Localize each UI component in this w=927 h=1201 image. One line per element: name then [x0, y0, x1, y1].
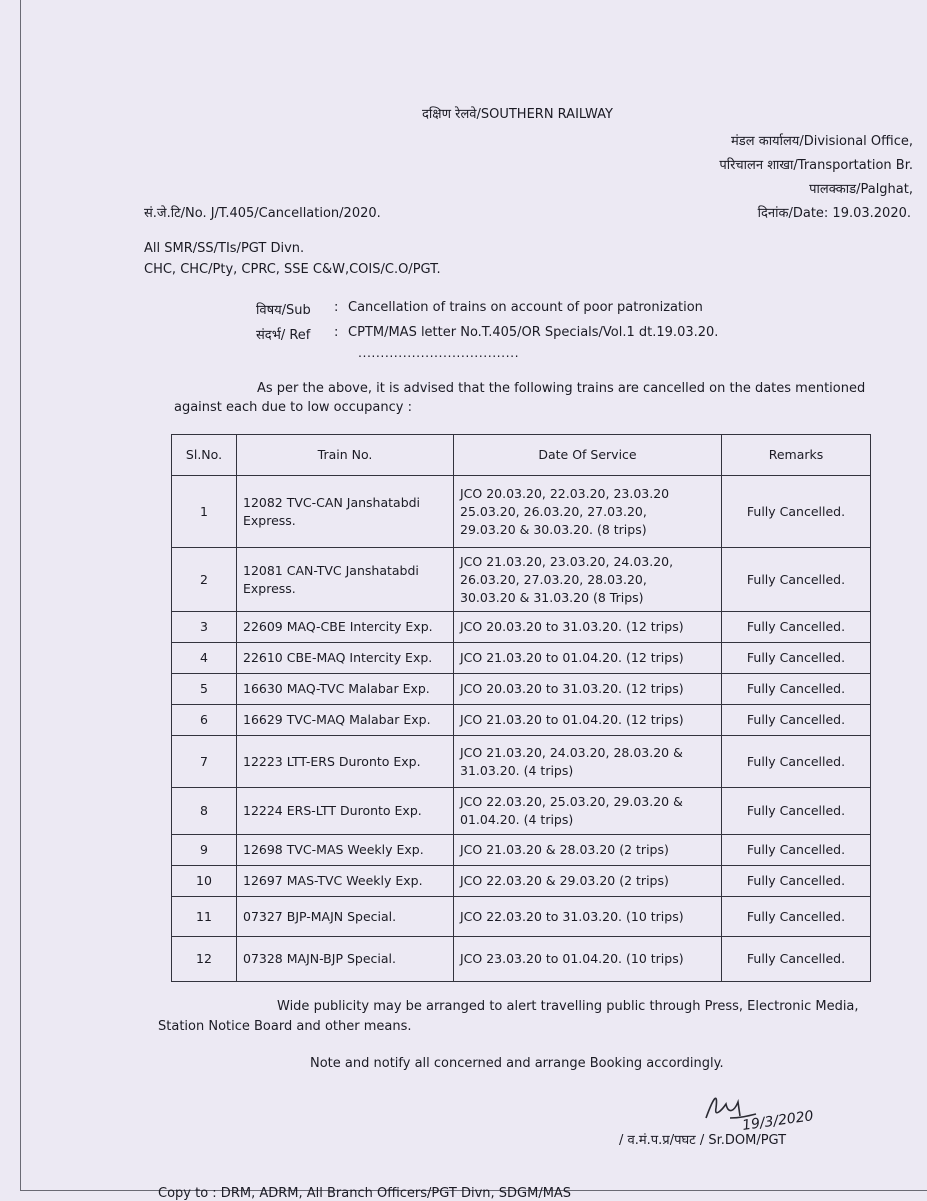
- remarks: Fully Cancelled.: [722, 643, 871, 674]
- sl-no: 3: [172, 612, 237, 643]
- date-of-service: JCO 21.03.20, 23.03.20, 24.03.20, 26.03.20, 27.03.20, 28.03.20, 30.03.20 & 31.03.20 (8 Trips): [454, 548, 722, 612]
- train-no: 12698 TVC-MAS Weekly Exp.: [237, 835, 454, 866]
- sl-no: 12: [172, 937, 237, 982]
- sl-no: 1: [172, 476, 237, 548]
- header-remarks: Remarks: [722, 435, 871, 476]
- sl-no: 8: [172, 788, 237, 835]
- publicity-line-1: Wide publicity may be arranged to alert travelling public through Press, Electronic Media,: [277, 999, 859, 1014]
- remarks: Fully Cancelled.: [722, 705, 871, 736]
- office-line-2: परिचालन शाखा/Transportation Br.: [719, 158, 913, 173]
- header-train-no: Train No.: [237, 435, 454, 476]
- remarks: Fully Cancelled.: [722, 835, 871, 866]
- date-of-service: JCO 22.03.20 to 31.03.20. (10 trips): [454, 897, 722, 937]
- table-row: [172, 548, 871, 612]
- recipients-line-2: CHC, CHC/Pty, CPRC, SSE C&W,COIS/C.O/PGT.: [144, 262, 441, 277]
- table-row: [172, 736, 871, 788]
- train-no: 22610 CBE-MAQ Intercity Exp.: [237, 643, 454, 674]
- dotted-rule: ....................................: [358, 345, 520, 360]
- date-of-service: JCO 21.03.20, 24.03.20, 28.03.20 & 31.03.20. (4 trips): [454, 736, 722, 788]
- table-row: [172, 835, 871, 866]
- remarks: Fully Cancelled.: [722, 788, 871, 835]
- intro-line-1: As per the above, it is advised that the following trains are cancelled on the dates mentioned: [257, 381, 866, 396]
- table-row: [172, 705, 871, 736]
- signatory-designation: / व.मं.प.प्र/पघट / Sr.DOM/PGT: [619, 1133, 787, 1148]
- recipients-line-1: All SMR/SS/TIs/PGT Divn.: [144, 241, 305, 256]
- table-row: [172, 897, 871, 937]
- date-of-service: JCO 21.03.20 to 01.04.20. (12 trips): [454, 705, 722, 736]
- train-no: 12082 TVC-CAN Janshatabdi Express.: [237, 476, 454, 548]
- subject-colon: :: [334, 300, 339, 315]
- publicity-line-2: Station Notice Board and other means.: [158, 1019, 412, 1034]
- header-date-of-service: Date Of Service: [454, 435, 722, 476]
- train-no: 22609 MAQ-CBE Intercity Exp.: [237, 612, 454, 643]
- signature-date: 19/3/2020: [741, 1108, 815, 1134]
- subject-text: Cancellation of trains on account of poor patronization: [348, 300, 703, 315]
- date-of-service: JCO 20.03.20 to 31.03.20. (12 trips): [454, 612, 722, 643]
- table-row: [172, 866, 871, 897]
- table-row: [172, 937, 871, 982]
- date-of-service: JCO 21.03.20 to 01.04.20. (12 trips): [454, 643, 722, 674]
- train-no: 07327 BJP-MAJN Special.: [237, 897, 454, 937]
- train-no: 16630 MAQ-TVC Malabar Exp.: [237, 674, 454, 705]
- table-row: [172, 788, 871, 835]
- note-line: Note and notify all concerned and arrange Booking accordingly.: [310, 1056, 724, 1071]
- sl-no: 7: [172, 736, 237, 788]
- sl-no: 10: [172, 866, 237, 897]
- copy-to-line: Copy to : DRM, ADRM, All Branch Officers/PGT Divn, SDGM/MAS: [158, 1186, 572, 1201]
- office-line-1: मंडल कार्यालय/Divisional Office,: [731, 134, 913, 149]
- date-of-service: JCO 20.03.20, 22.03.20, 23.03.20 25.03.20, 26.03.20, 27.03.20, 29.03.20 & 30.03.20. (8 trips): [454, 476, 722, 548]
- train-no: 12081 CAN-TVC Janshatabdi Express.: [237, 548, 454, 612]
- date-of-service: JCO 23.03.20 to 01.04.20. (10 trips): [454, 937, 722, 982]
- intro-line-2: against each due to low occupancy :: [174, 400, 412, 415]
- train-no: 12223 LTT-ERS Duronto Exp.: [237, 736, 454, 788]
- subject-label: विषय/Sub: [256, 303, 311, 318]
- letter-date: दिनांक/Date: 19.03.2020.: [757, 206, 911, 221]
- remarks: Fully Cancelled.: [722, 937, 871, 982]
- sl-no: 5: [172, 674, 237, 705]
- sl-no: 11: [172, 897, 237, 937]
- date-of-service: JCO 20.03.20 to 31.03.20. (12 trips): [454, 674, 722, 705]
- reference-number: सं.जे.टि/No. J/T.405/Cancellation/2020.: [144, 206, 381, 221]
- office-line-3: पालक्काड/Palghat,: [809, 182, 913, 197]
- header-sl-no: Sl.No.: [172, 435, 237, 476]
- remarks: Fully Cancelled.: [722, 612, 871, 643]
- remarks: Fully Cancelled.: [722, 674, 871, 705]
- table-row: [172, 612, 871, 643]
- sl-no: 2: [172, 548, 237, 612]
- sl-no: 4: [172, 643, 237, 674]
- remarks: Fully Cancelled.: [722, 548, 871, 612]
- train-no: 12224 ERS-LTT Duronto Exp.: [237, 788, 454, 835]
- table-row: [172, 476, 871, 548]
- ref-label: संदर्भ/ Ref: [256, 328, 311, 343]
- table-row: [172, 674, 871, 705]
- sl-no: 6: [172, 705, 237, 736]
- table-header-row: [172, 435, 871, 476]
- sl-no: 9: [172, 835, 237, 866]
- train-no: 07328 MAJN-BJP Special.: [237, 937, 454, 982]
- train-cancellation-table: [171, 434, 871, 982]
- remarks: Fully Cancelled.: [722, 476, 871, 548]
- table-row: [172, 643, 871, 674]
- ref-colon: :: [334, 325, 339, 340]
- train-no: 12697 MAS-TVC Weekly Exp.: [237, 866, 454, 897]
- remarks: Fully Cancelled.: [722, 736, 871, 788]
- remarks: Fully Cancelled.: [722, 866, 871, 897]
- train-no: 16629 TVC-MAQ Malabar Exp.: [237, 705, 454, 736]
- date-of-service: JCO 22.03.20, 25.03.20, 29.03.20 & 01.04.20. (4 trips): [454, 788, 722, 835]
- date-of-service: JCO 22.03.20 & 29.03.20 (2 trips): [454, 866, 722, 897]
- page-border-left: [20, 0, 21, 1190]
- ref-text: CPTM/MAS letter No.T.405/OR Specials/Vol.1 dt.19.03.20.: [348, 325, 719, 340]
- remarks: Fully Cancelled.: [722, 897, 871, 937]
- date-of-service: JCO 21.03.20 & 28.03.20 (2 trips): [454, 835, 722, 866]
- railway-title: दक्षिण रेलवे/SOUTHERN RAILWAY: [422, 107, 613, 122]
